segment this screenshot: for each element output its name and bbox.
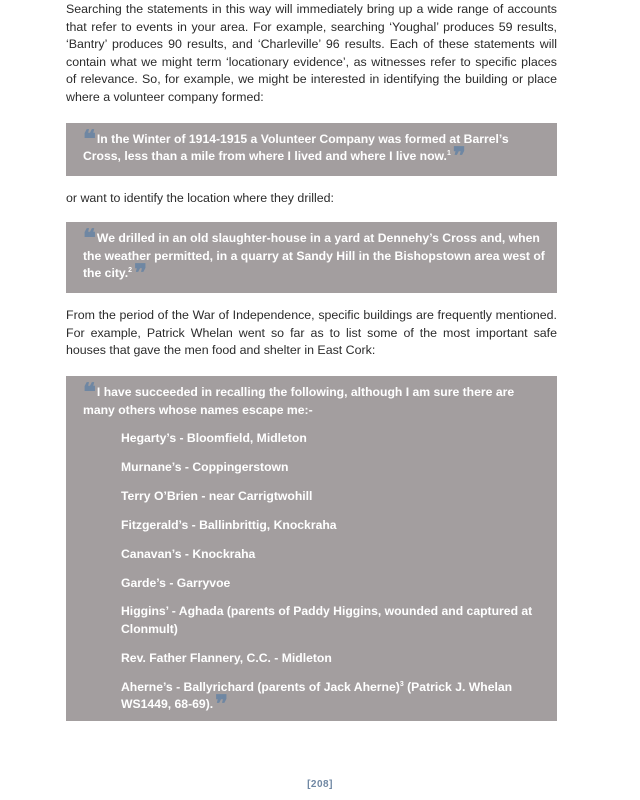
blockquote-safe-houses bbox=[66, 376, 557, 721]
list-item: Fitzgerald’s - Ballinbrittig, Knockraha bbox=[121, 517, 337, 532]
safe-house-list bbox=[83, 430, 545, 719]
close-quote-icon: ❞ bbox=[452, 141, 464, 171]
citation-text: (Patrick J. Whelan WS1449, 68-69). bbox=[121, 679, 513, 712]
list-item bbox=[121, 679, 545, 719]
body-paragraph: From the period of the War of Independence, specific buildings are frequently mentioned. For example, Patrick Whelan went so far as to list some of the most important safe houses that gave the men food and shelter in East Cork: bbox=[66, 308, 557, 358]
list-item: Higgins’ - Aghada (parents of Paddy Higgins, wounded and captured at Clonmult) bbox=[121, 604, 533, 637]
open-quote-icon: ❝ bbox=[83, 123, 94, 153]
blockquote bbox=[66, 222, 557, 293]
footnote-marker: 1 bbox=[446, 150, 451, 158]
list-item-text: Aherne’s - Ballyrichard (parents of Jack Aherne) bbox=[121, 679, 400, 694]
footnote-marker: 2 bbox=[128, 267, 133, 275]
footnote-marker: 3 bbox=[399, 680, 404, 688]
list-item: Hegarty’s - Bloomfield, Midleton bbox=[121, 431, 307, 446]
quote-text: We drilled in an old slaughter-house in a yard at Dennehy’s Cross and, when the weather permitted, in a quarry at Sandy Hill in the Bishopstown area west of the city. bbox=[83, 231, 545, 281]
list-item: Rev. Father Flannery, C.C. - Midleton bbox=[121, 650, 332, 665]
list-item: Murnane’s - Coppingerstown bbox=[121, 460, 289, 475]
open-quote-icon: ❝ bbox=[83, 376, 94, 406]
page-content bbox=[66, 0, 557, 721]
list-item: Terry O’Brien - near Carrigtwohill bbox=[121, 488, 313, 503]
list-item: Garde’s - Garryvoe bbox=[121, 575, 231, 590]
quote-text: In the Winter of 1914-1915 a Volunteer Company was formed at Barrel’s Cross, less than a mile from where I lived and where I live now. bbox=[83, 131, 509, 164]
quote-intro-text: I have succeeded in recalling the following, although I am sure there are many others whose names escape me:- bbox=[83, 384, 515, 417]
close-quote-icon: ❞ bbox=[134, 258, 145, 288]
body-paragraph: or want to identify the location where they drilled: bbox=[66, 190, 334, 205]
page-number: [208] bbox=[307, 779, 333, 790]
list-item: Canavan’s - Knockraha bbox=[121, 546, 256, 561]
body-paragraph: Searching the statements in this way will immediately bring up a wide range of accounts that refer to events in your area. For example, searching ‘Youghal’ produces 59 results, ‘Bantry’ produces 90 results, and ‘Charleville’ 96 results. Each of these statements will contain what we might term ‘locationary evidence’, as witnesses refer to specific places of relevance. So, for example, we might be interested in identifying the building or place where a volunteer company formed: bbox=[66, 2, 557, 104]
quote-intro bbox=[83, 376, 545, 419]
open-quote-icon: ❝ bbox=[83, 223, 94, 253]
close-quote-icon: ❞ bbox=[215, 689, 227, 719]
blockquote bbox=[66, 123, 557, 176]
